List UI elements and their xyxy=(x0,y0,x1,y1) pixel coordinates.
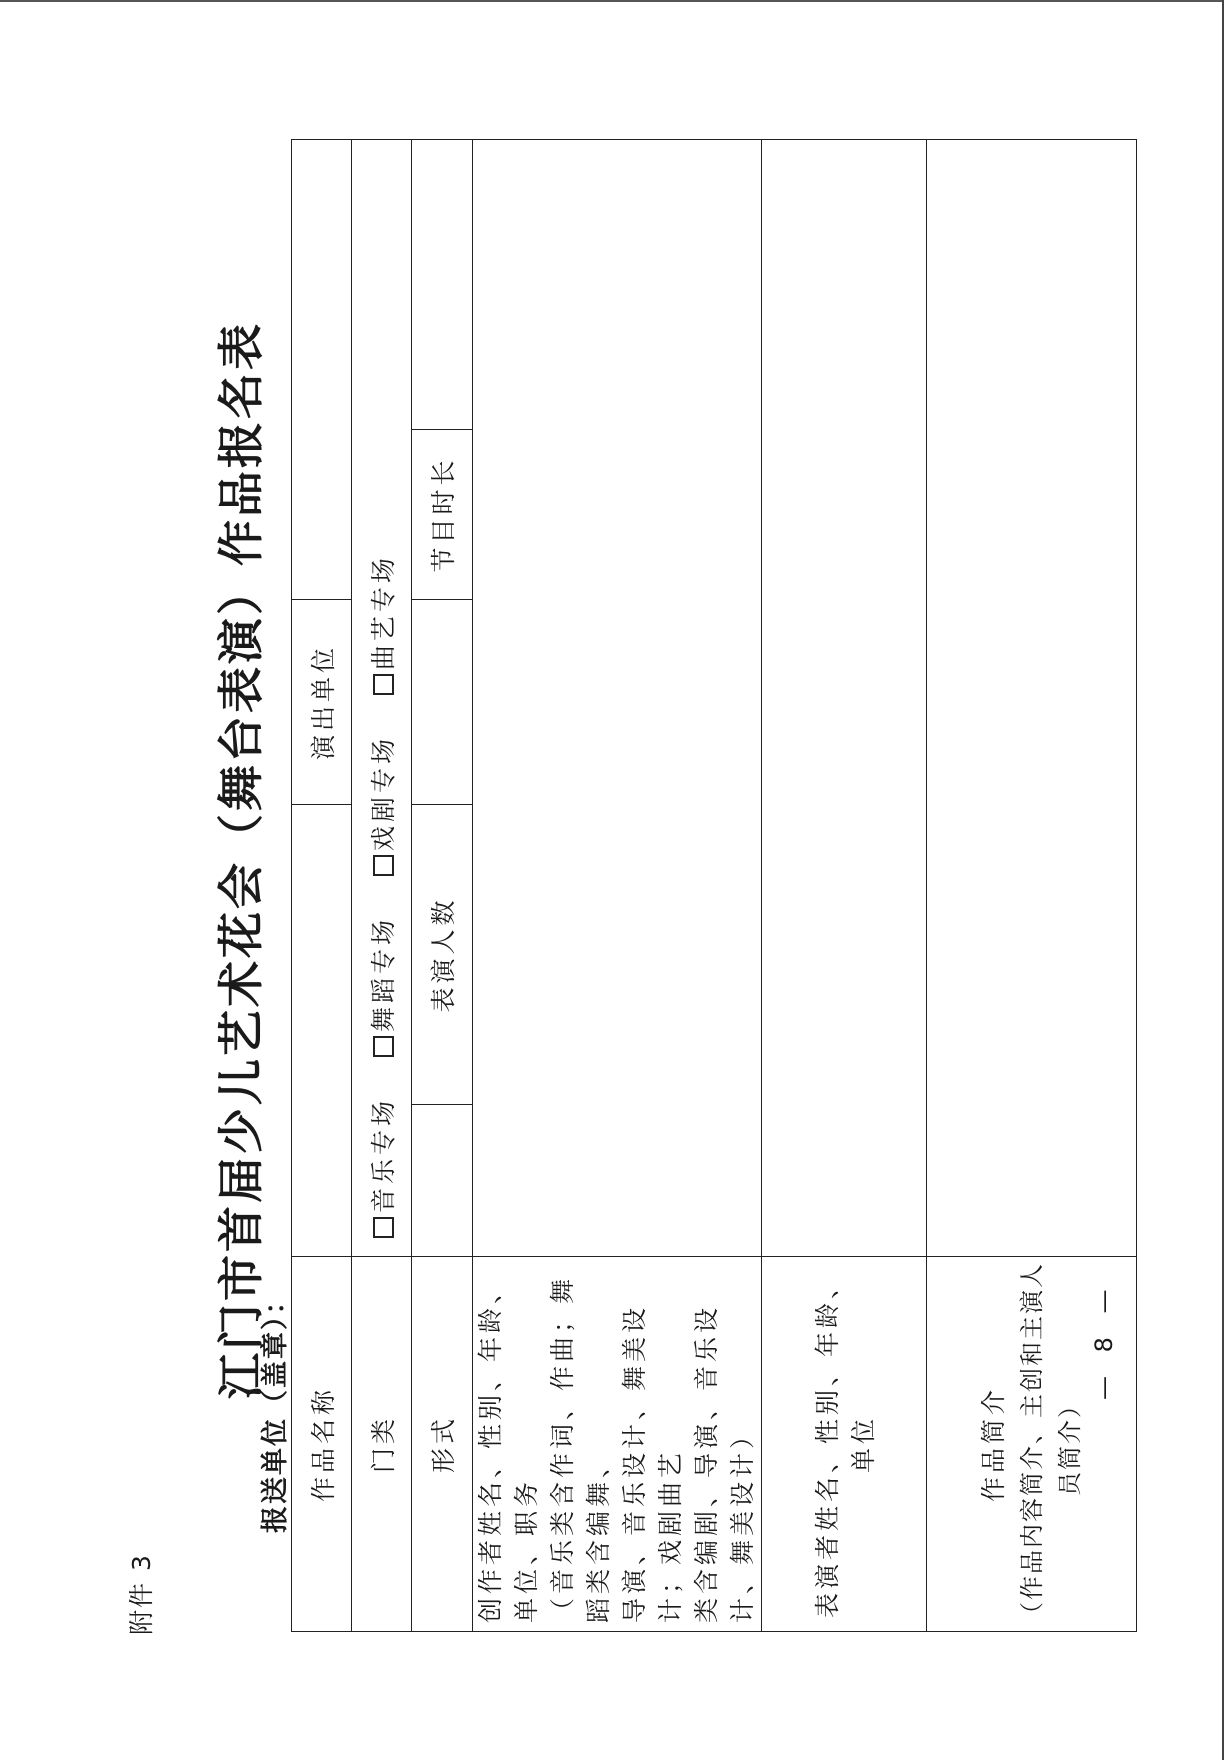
category-option-dance[interactable]: 舞蹈专场 xyxy=(364,916,400,1057)
creators-label: 创作者姓名、性别、年龄、单位、职务 （音乐类含作词、作曲；舞蹈类含编舞、 导演、音乐设计、舞美设计；戏剧曲艺 类含编剧、导演、音乐设计、舞美设计） xyxy=(473,1257,762,1632)
performing-unit-label: 演出单位 xyxy=(292,599,352,804)
row-intro xyxy=(927,139,1137,1631)
intro-label: 作品简介 （作品内容简介、主创和主演人员简介） xyxy=(927,1257,1137,1632)
category-label: 门类 xyxy=(352,1257,412,1632)
registration-form-table xyxy=(291,139,1137,1632)
form-type-field[interactable] xyxy=(412,1105,473,1257)
checkbox-icon[interactable] xyxy=(373,855,394,876)
page-number: — 8 — xyxy=(1090,1281,1118,1400)
duration-label: 节目时长 xyxy=(412,429,473,599)
page-title: 江门市首届少儿艺术花会（舞台表演）作品报名表 xyxy=(214,321,268,1399)
category-options xyxy=(352,139,412,1256)
row-performers xyxy=(762,139,927,1631)
checkbox-icon[interactable] xyxy=(373,1217,394,1238)
performers-count-label: 表演人数 xyxy=(412,804,473,1104)
work-name-field[interactable] xyxy=(292,804,352,1256)
performers-label: 表演者姓名、性别、年龄、单位 xyxy=(762,1257,927,1632)
intro-field[interactable] xyxy=(927,139,1137,1256)
row-work-name xyxy=(292,139,352,1631)
checkbox-icon[interactable] xyxy=(373,1036,394,1057)
performers-field[interactable] xyxy=(762,139,927,1256)
work-name-label: 作品名称 xyxy=(292,1257,352,1632)
checkbox-icon[interactable] xyxy=(373,674,394,695)
row-creators xyxy=(473,139,762,1631)
form-type-label: 形式 xyxy=(412,1257,473,1632)
performing-unit-field[interactable] xyxy=(292,139,352,599)
performers-count-field[interactable] xyxy=(412,599,473,804)
row-form xyxy=(412,139,473,1631)
creators-field[interactable] xyxy=(473,139,762,1256)
category-option-drama[interactable]: 戏剧专场 xyxy=(364,735,400,876)
duration-field[interactable] xyxy=(412,139,473,429)
attachment-label: 附件 3 xyxy=(127,1553,156,1635)
category-option-quyi[interactable]: 曲艺专场 xyxy=(364,554,400,695)
row-category xyxy=(352,139,412,1631)
category-option-music[interactable]: 音乐专场 xyxy=(364,1097,400,1238)
submit-unit-label: 报送单位（盖章）： xyxy=(260,1285,291,1533)
